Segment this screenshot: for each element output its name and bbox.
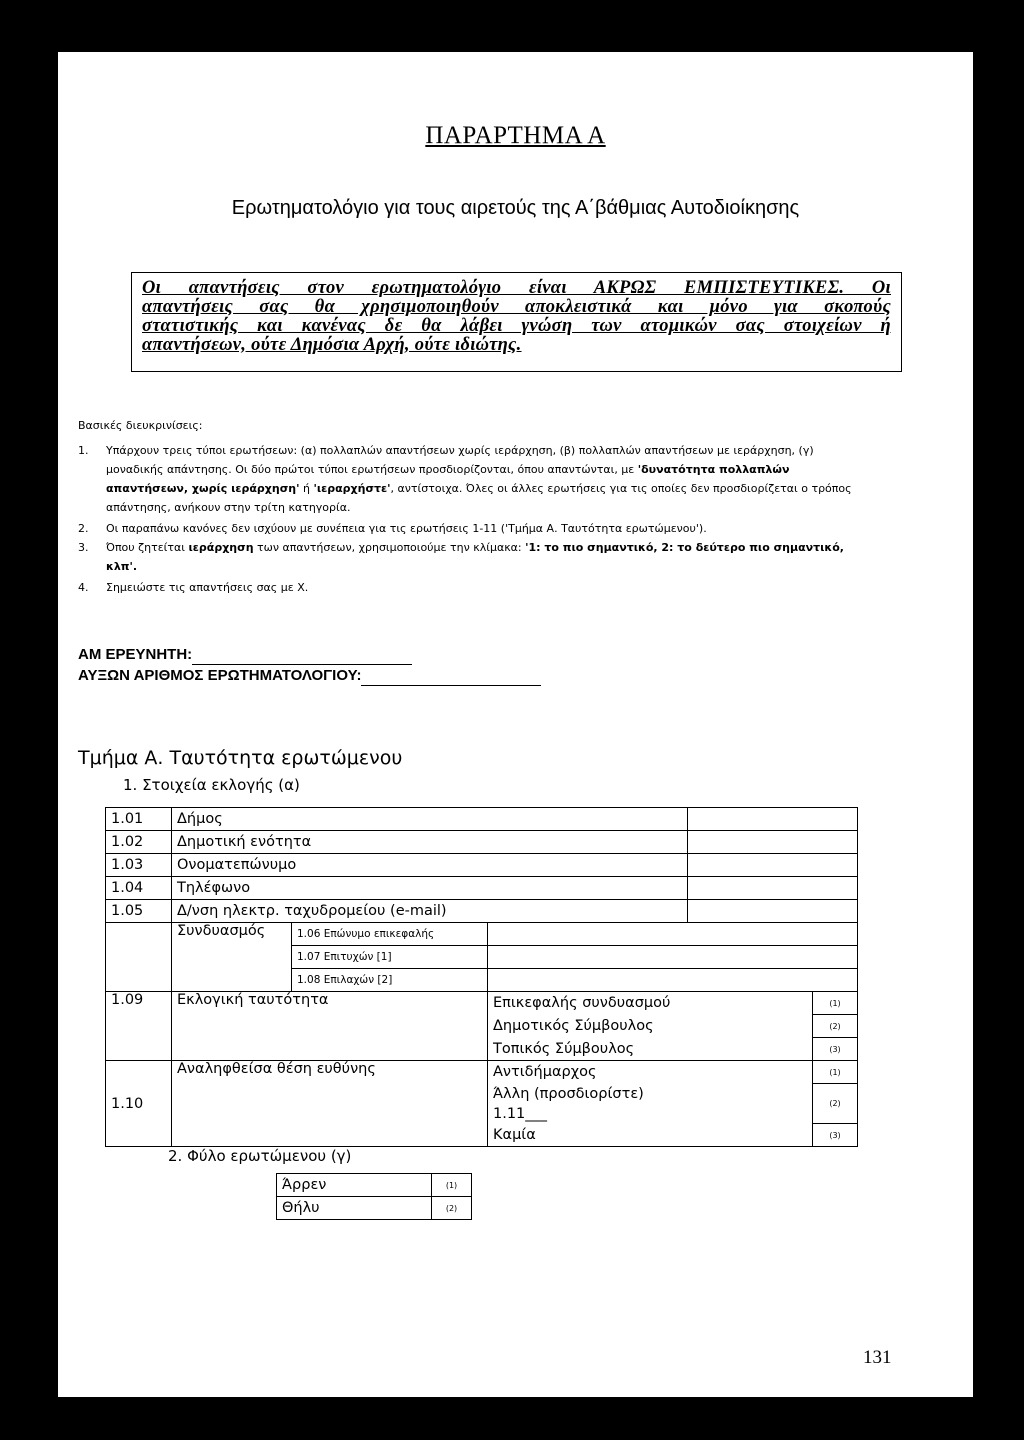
empty-cell (106, 923, 172, 992)
table-row (277, 1197, 472, 1220)
option-label: Αντιδήμαρχος (488, 1061, 813, 1084)
coalition-label: Συνδυασμός (172, 923, 292, 992)
answer-cell[interactable] (488, 946, 858, 969)
answer-cell[interactable] (688, 854, 858, 877)
gender-table (276, 1173, 472, 1220)
confidentiality-line-4: απαντήσεων, ούτε Δημόσια Αρχή, ούτε ιδιώτης. (142, 335, 522, 355)
row-label: Εκλογική ταυτότητα (172, 992, 488, 1061)
instruction-text (106, 538, 863, 576)
option-code[interactable]: (2) (813, 1084, 858, 1124)
answer-cell[interactable] (688, 900, 858, 923)
instruction-number: 1. (78, 444, 89, 457)
instruction-text-part: των απαντήσεων, χρησιμοποιούμε την κλίμακα: (253, 541, 526, 554)
instruction-text-part: Όπου ζητείται (106, 541, 189, 554)
table-row (106, 900, 858, 923)
option-other-field[interactable]: 1.11___ (493, 1105, 548, 1122)
row-label: Τηλέφωνο (172, 877, 688, 900)
instruction-emphasis: '1: το πιο σημαντικό, 2: το δεύτερο πιο σημαντικό, κλπ'. (106, 541, 844, 573)
option-code[interactable]: (1) (813, 1061, 858, 1084)
field-code: 1.11 (493, 1105, 526, 1122)
answer-cell[interactable] (688, 877, 858, 900)
row-code: 1.05 (106, 900, 172, 923)
researcher-id-field[interactable] (192, 644, 412, 665)
identification-fields (78, 644, 541, 686)
table-row (106, 831, 858, 854)
answer-cell[interactable] (688, 808, 858, 831)
table-row (106, 808, 858, 831)
row-code: 1.09 (106, 992, 172, 1061)
option-label: Τοπικός Σύμβουλος (488, 1038, 813, 1061)
confidentiality-line-2: απαντήσεις σας θα χρησιμοποιηθούν αποκλειστικά και μόνο για σκοπούς (142, 297, 891, 317)
questionnaire-title: Ερωτηματολόγιο για τους αιρετούς της Α΄βάθμιας Αυτοδιοίκησης (231, 197, 800, 219)
instruction-3 (78, 538, 863, 576)
instruction-1 (78, 441, 863, 517)
confidentiality-line-1: Οι απαντήσεις στον ερωτηματολόγιο είναι ΑΚΡΩΣ ΕΜΠΙΣΤΕΥΤΙΚΕΣ. Οι (142, 278, 891, 298)
instruction-text-part: ή (299, 482, 314, 495)
option-label: Θήλυ (277, 1197, 432, 1220)
row-label: 1.06 Επώνυμο επικεφαλής (292, 923, 488, 946)
question-1-heading: 1. Στοιχεία εκλογής (α) (123, 776, 300, 794)
instruction-emphasis: 'ιεραρχήστε' (313, 482, 391, 495)
table-row (106, 992, 858, 1015)
row-label: Δήμος (172, 808, 688, 831)
document-page (58, 52, 973, 1397)
option-label: Δημοτικός Σύμβουλος (488, 1015, 813, 1038)
identity-table (105, 807, 858, 1147)
row-label: Αναληφθείσα θέση ευθύνης (172, 1061, 488, 1147)
instruction-number: 2. (78, 522, 89, 535)
row-label: Δημοτική ενότητα (172, 831, 688, 854)
instruction-text-part: Υπάρχουν τρεις τύποι ερωτήσεων: (α) πολλαπλών απαντήσεων χωρίς ιεράρχηση, (β) πολλαπλών απαντήσεων με ιεράρχηση, (γ) μοναδικής απάντησης. Οι δύο πρώτοι τύποι ερωτήσεων προσδιορίζονται, όπου απαντώνται, με (106, 444, 814, 476)
instruction-2 (78, 519, 863, 538)
answer-cell[interactable] (488, 923, 858, 946)
option-code[interactable]: (1) (432, 1174, 472, 1197)
row-label: 1.08 Επιλαχών [2] (292, 969, 488, 992)
section-a-title: Τμήμα Α. Ταυτότητα ερωτώμενου (78, 747, 403, 769)
answer-cell[interactable] (688, 831, 858, 854)
answer-cell[interactable] (488, 969, 858, 992)
option-code[interactable]: (3) (813, 1038, 858, 1061)
option-label: Καμία (488, 1124, 813, 1147)
option-other-label: Άλλη (προσδιορίστε) (493, 1085, 644, 1102)
row-label: Ονοματεπώνυμο (172, 854, 688, 877)
row-code: 1.01 (106, 808, 172, 831)
table-row (106, 923, 858, 946)
table-row (106, 854, 858, 877)
confidentiality-notice (131, 272, 902, 372)
instruction-text: Σημειώστε τις απαντήσεις σας με Χ. (106, 581, 309, 594)
option-code[interactable]: (2) (432, 1197, 472, 1220)
option-code[interactable]: (2) (813, 1015, 858, 1038)
option-code[interactable]: (3) (813, 1124, 858, 1147)
researcher-id-label: ΑΜ ΕΡΕΥΝΗΤΗ: (78, 646, 193, 663)
instruction-text: Οι παραπάνω κανόνες δεν ισχύουν με συνέπεια για τις ερωτήσεις 1-11 ('Τμήμα Α. Ταυτότητα ερωτώμενου'). (106, 522, 707, 535)
basic-instructions (78, 416, 863, 597)
row-label: Δ/νση ηλεκτρ. ταχυδρομείου (e-mail) (172, 900, 688, 923)
row-code: 1.10 (106, 1061, 172, 1147)
row-code: 1.02 (106, 831, 172, 854)
instruction-emphasis: 'δυνατότητα πολλαπλών απαντήσεων, χωρίς ιεράρχηση' (106, 463, 790, 495)
instruction-text-part: , αντίστοιχα. Όλες οι άλλες ερωτήσεις για τις οποίες δεν προσδιορίζεται ο τρόπος απάντησης, ανήκουν στην τρίτη κατηγορία. (106, 482, 852, 514)
table-row (106, 877, 858, 900)
instruction-4 (78, 578, 863, 597)
confidentiality-line-3: στατιστικής και κανένας δε θα λάβει γνώση των ατομικών σας στοιχείων ή (142, 316, 891, 336)
instruction-emphasis: ιεράρχηση (188, 541, 254, 554)
option-code[interactable]: (1) (813, 992, 858, 1015)
row-label: 1.07 Επιτυχών [1] (292, 946, 488, 969)
option-label (488, 1084, 813, 1124)
table-row (106, 1061, 858, 1084)
question-2-heading: 2. Φύλο ερωτώμενου (γ) (168, 1147, 352, 1165)
option-label: Άρρεν (277, 1174, 432, 1197)
row-code: 1.04 (106, 877, 172, 900)
row-code: 1.03 (106, 854, 172, 877)
appendix-title: ΠΑΡΑΡΤΗΜΑ Α (425, 122, 606, 149)
instruction-text (106, 441, 863, 517)
instruction-number: 3. (78, 541, 89, 554)
serial-number-label: ΑΥΞΩΝ ΑΡΙΘΜΟΣ ΕΡΩΤΗΜΑΤΟΛΟΓΙΟΥ: (78, 667, 362, 684)
instruction-number: 4. (78, 581, 89, 594)
page-number: 131 (863, 1347, 892, 1368)
table-row (277, 1174, 472, 1197)
instructions-heading: Βασικές διευκρινίσεις: (78, 419, 203, 432)
option-label: Επικεφαλής συνδυασμού (488, 992, 813, 1015)
serial-number-field[interactable] (361, 665, 541, 686)
